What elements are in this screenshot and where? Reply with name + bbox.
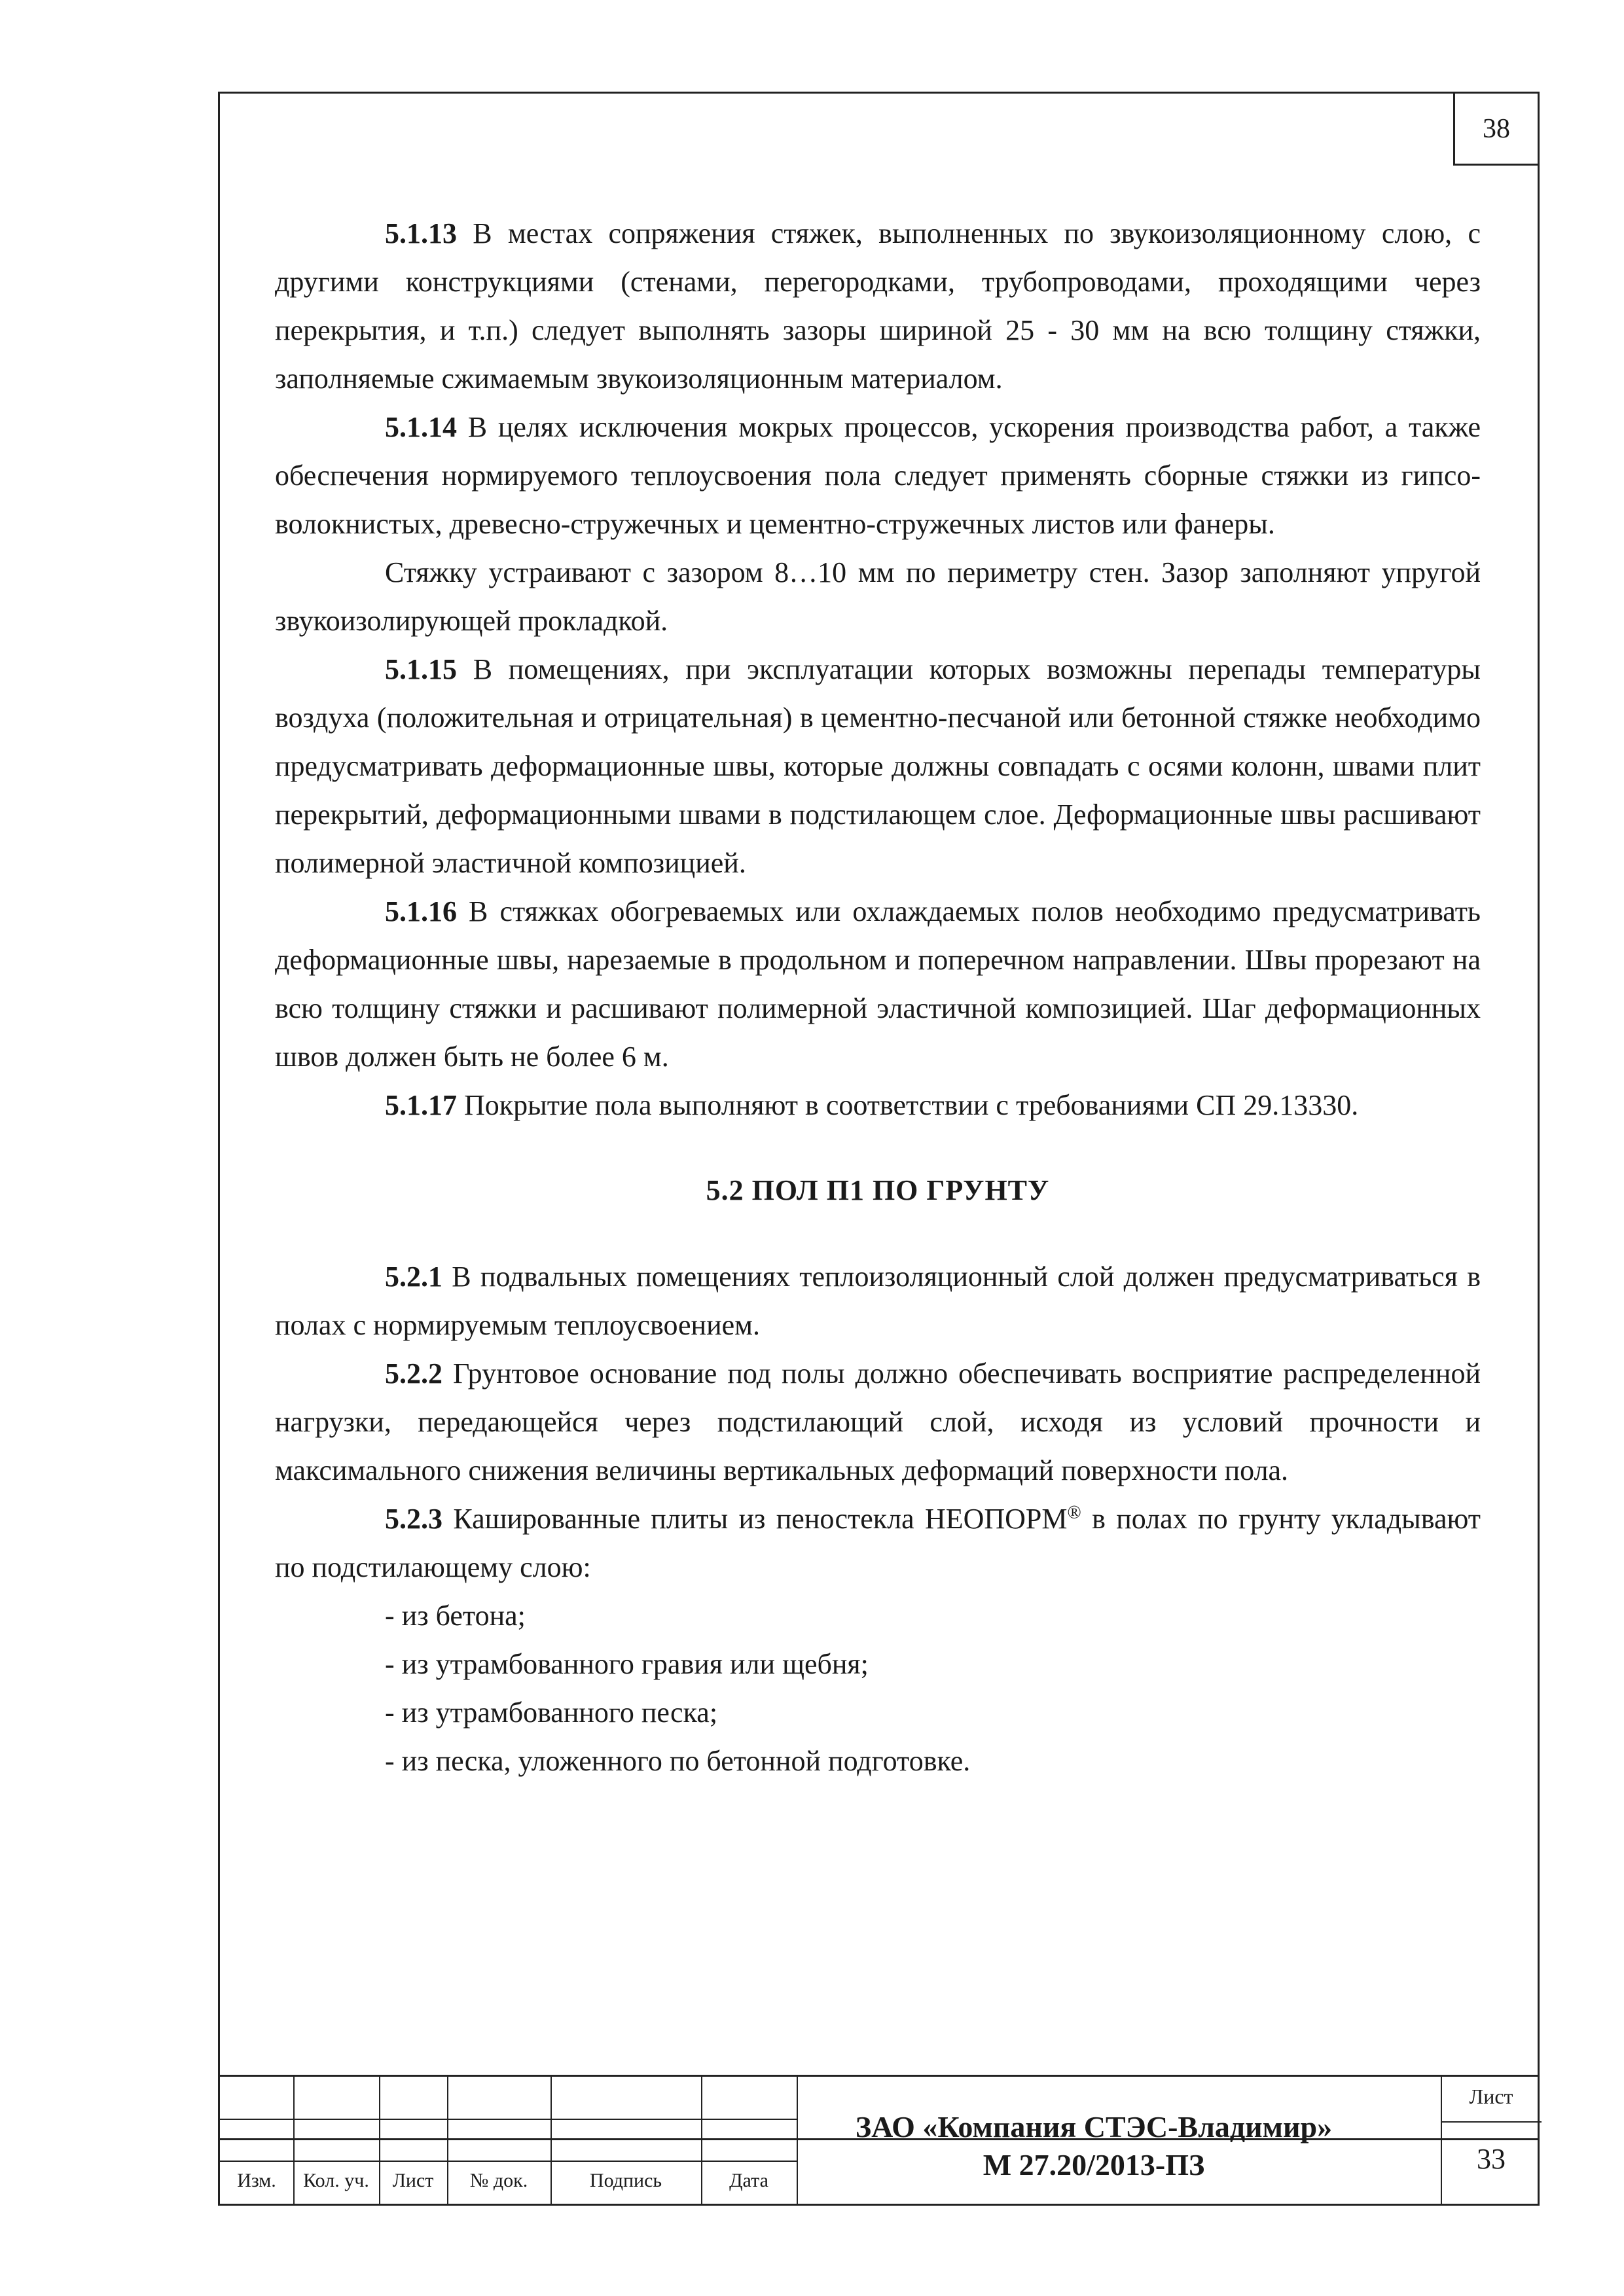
clause-number: 5.2.3 [385, 1503, 442, 1535]
clause-text: Грунтовое основание под полы должно обеспечивать восприятие распределенной нагрузки, передающейся через подстилающий слой, исходя из условий прочности и максимального снижения величины вертикальных деформаций поверхности пола. [275, 1357, 1481, 1486]
col-izm: Изм. [237, 2170, 276, 2191]
clause-text: Покрытие пола выполняют в соответствии с требованиями СП 29.13330. [457, 1089, 1359, 1121]
col-signature: Подпись [589, 2170, 662, 2191]
clause-number: 5.1.17 [385, 1089, 457, 1121]
list-item: - из песка, уложенного по бетонной подготовке. [385, 1745, 971, 1777]
clause-text: В местах сопряжения стяжек, выполненных по звукоизоляционному слою, с другими конструкциями (стенами, перегородками, трубопроводами, проходящими через перекрытия, и т.п.) следует выполнять зазоры шириной 25 - 30 мм на всю толщину стяжки, заполняемые сжимаемым звукоизоляционным материалом. [275, 217, 1481, 395]
col-doc-number: № док. [469, 2170, 528, 2191]
page-number-box [1453, 92, 1540, 166]
section-heading: 5.2 ПОЛ П1 ПО ГРУНТУ [706, 1174, 1050, 1206]
document-code: М 27.20/2013-ПЗ [983, 2148, 1205, 2181]
registered-mark: ® [1067, 1502, 1081, 1523]
title-block-divider [220, 2119, 797, 2120]
sheet-number: 33 [1477, 2143, 1506, 2175]
clause-text: В стяжках обогреваемых или охлаждаемых полов необходимо предусматривать деформационные швы, нарезаемые в продольном и поперечном направлении. Швы прорезают на всю толщину стяжки и расшивают полимерной эластичной композицией. Шаг деформационных швов должен быть не более 6 м. [275, 895, 1481, 1073]
list-item: - из бетона; [385, 1600, 526, 1632]
document-body [275, 209, 1481, 1785]
clause-number: 5.2.2 [385, 1357, 442, 1390]
title-block [218, 2075, 1540, 2206]
col-kol-uch: Кол. уч. [303, 2170, 369, 2191]
sheet-label: Лист [1469, 2085, 1513, 2108]
paragraph-5-2-1 [275, 1253, 1481, 1350]
clause-text: В подвальных помещениях теплоизоляционный слой должен предусматриваться в полах с нормируемым теплоусвоением. [275, 1261, 1481, 1341]
list-item: - из утрамбованного песка; [385, 1696, 718, 1729]
paragraph-5-2-2 [275, 1350, 1481, 1495]
paragraph-5-1-15 [275, 645, 1481, 888]
company-title [809, 2108, 1379, 2184]
paragraph-5-1-13 [275, 209, 1481, 403]
clause-number: 5.1.14 [385, 411, 457, 443]
clause-number: 5.2.1 [385, 1261, 442, 1293]
title-block-divider [220, 2161, 797, 2162]
clause-number: 5.1.16 [385, 895, 457, 927]
paragraph-5-1-17 [275, 1081, 1481, 1130]
page-number: 38 [1483, 113, 1510, 144]
paragraph-5-1-14 [275, 403, 1481, 548]
col-list: Лист [392, 2170, 434, 2191]
clause-text: в полах по грунту укладывают по подстилающему слою: [275, 1503, 1481, 1583]
clause-text: Стяжку устраивают с зазором 8…10 мм по периметру стен. Зазор заполняют упругой звукоизолирующей прокладкой. [275, 556, 1481, 637]
title-block-divider [1441, 2121, 1542, 2123]
paragraph-5-2-3 [275, 1495, 1481, 1592]
col-date: Дата [729, 2170, 768, 2191]
title-block-divider [797, 2077, 798, 2204]
clause-text: В помещениях, при эксплуатации которых возможны перепады температуры воздуха (положительная и отрицательная) в цементно-песчаной или бетонной стяжке необходимо предусматривать деформационные швы, которые должны совпадать с осями колонн, швами плит перекрытий, деформационными швами в подстилающем слое. Деформационные швы расшивают полимерной эластичной композицией. [275, 653, 1481, 879]
clause-text: Кашированные плиты из пеностекла НЕОПОРМ [442, 1503, 1068, 1535]
clause-number: 5.1.13 [385, 217, 457, 249]
clause-text: В целях исключения мокрых процессов, ускорения производства работ, а также обеспечения нормируемого теплоусвоения пола следует применять сборные стяжки из гипсо-волокнистых, древесно-стружечных и цементно-стружечных листов или фанеры. [275, 411, 1481, 540]
paragraph-5-1-16 [275, 888, 1481, 1081]
clause-number: 5.1.15 [385, 653, 457, 685]
paragraph-screed-gap [275, 548, 1481, 645]
list-item: - из утрамбованного гравия или щебня; [385, 1648, 869, 1680]
company-name: ЗАО «Компания СТЭС-Владимир» [855, 2110, 1333, 2144]
